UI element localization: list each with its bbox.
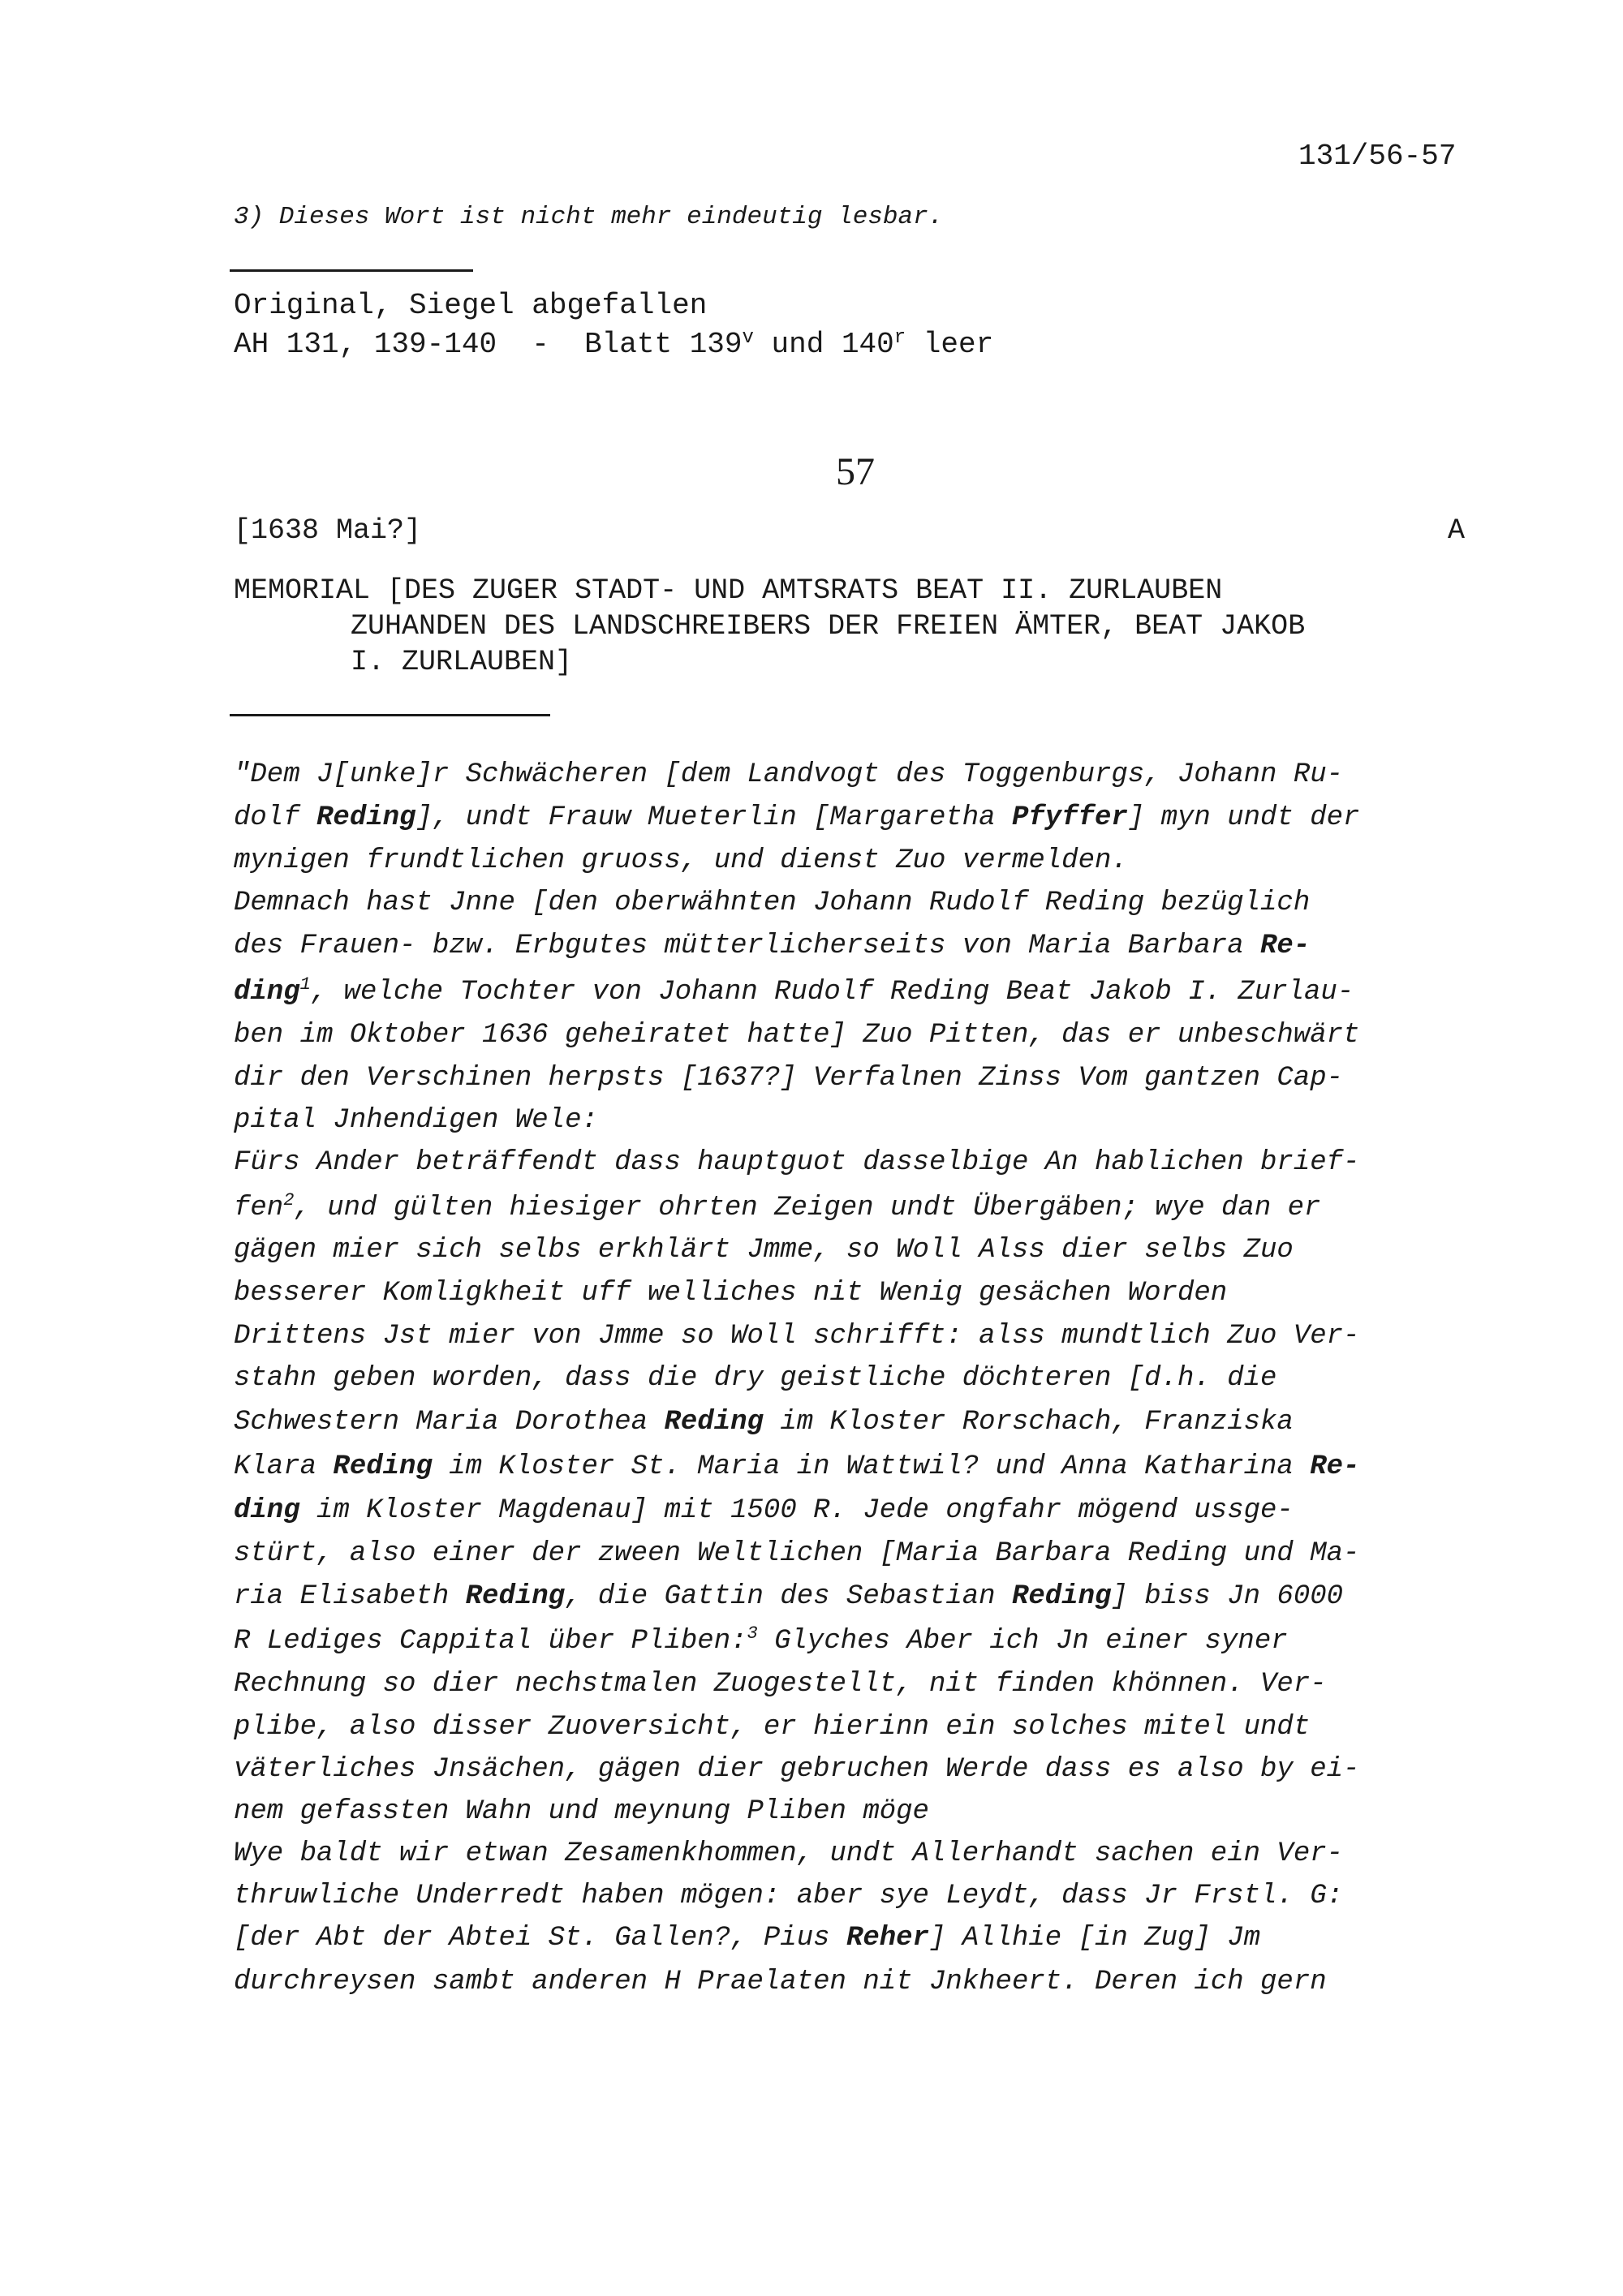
recto-marker: r — [893, 327, 906, 349]
page-reference: 131/56-57 — [1298, 140, 1457, 173]
body-line: R Lediges Cappital über Pliben:$^3$ Glyches Aber ich Jn einer syner — [234, 1623, 1288, 1657]
heading-line-3: I. ZURLAUBEN] — [351, 646, 573, 678]
body-line: pital Jnhendigen Wele: — [234, 1105, 598, 1136]
document-date: [1638 Mai?] — [234, 514, 422, 547]
footnote-marker: 2 — [283, 1190, 295, 1210]
heading-divider — [230, 714, 550, 716]
surname: ding — [234, 1495, 300, 1526]
surname: Reding — [333, 1451, 433, 1482]
source-archive-ref: AH 131, 139-140 - Blatt 139 — [234, 328, 743, 361]
surname: ding — [234, 977, 300, 1008]
surname: Reding — [316, 802, 416, 833]
body-line: "Dem J[unke]r Schwächeren [dem Landvogt des Toggenburgs, Johann Ru- — [234, 759, 1344, 790]
body-line: fen$^2$, und gülten hiesiger ohrten Zeigen undt Übergäben; wye dan er — [234, 1190, 1321, 1223]
body-line: Fürs Ander beträffendt dass hauptguot dasselbige An hablichen brief- — [234, 1147, 1360, 1178]
source-line-2 — [234, 328, 993, 361]
surname: Reher — [846, 1923, 929, 1954]
body-line: besserer Komligkheit uff welliches nit Wenig gesächen Worden — [234, 1278, 1228, 1309]
body-line: ding$^1$, welche Tochter von Johann Rudolf Reding Beat Jakob I. Zurlau- — [234, 974, 1354, 1008]
body-line: durchreysen sambt anderen H Praelaten nit Jnkheert. Deren ich gern — [234, 1967, 1327, 1997]
verso-marker: v — [742, 327, 754, 349]
surname: Pfyffer — [1011, 802, 1128, 833]
body-line: mynigen frundtlichen gruoss, und dienst Zuo vermelden. — [234, 845, 1128, 876]
body-line: ria Elisabeth Reding, die Gattin des Sebastian Reding] biss Jn 6000 — [234, 1581, 1344, 1612]
body-line: dolf Reding], undt Frauw Mueterlin [Margaretha Pfyffer] myn undt der — [234, 802, 1360, 833]
body-line: Wye baldt wir etwan Zesamenkhommen, undt Allerhandt sachen ein Ver- — [234, 1838, 1344, 1869]
body-line: ben im Oktober 1636 geheiratet hatte] Zuo Pitten, das er unbeschwärt — [234, 1020, 1360, 1051]
body-line: ding im Kloster Magdenau] mit 1500 R. Jede ongfahr mögend ussge- — [234, 1495, 1294, 1526]
source-line-1: Original, Siegel abgefallen — [234, 289, 708, 322]
body-line: thruwliche Underredt haben mögen: aber sye Leydt, dass Jr Frstl. G: — [234, 1881, 1344, 1911]
heading-line-1: MEMORIAL [DES ZUGER STADT- UND AMTSRATS BEAT II. ZURLAUBEN — [234, 574, 1223, 607]
surname: Re- — [1260, 931, 1311, 961]
body-line: Rechnung so dier nechstmalen Zuogestellt, nit finden khönnen. Ver- — [234, 1669, 1327, 1700]
body-line: Schwestern Maria Dorothea Reding im Kloster Rorschach, Franziska — [234, 1407, 1294, 1438]
body-line: Klara Reding im Kloster St. Maria in Wattwil? und Anna Katharina Re- — [234, 1451, 1360, 1482]
heading-line-2: ZUHANDEN DES LANDSCHREIBERS DER FREIEN ÄMTER, BEAT JAKOB — [351, 610, 1306, 643]
surname: Reding — [664, 1407, 764, 1438]
footnote-marker: 3 — [747, 1623, 758, 1644]
body-line: Demnach hast Jnne [den oberwähnten Johann Rudolf Reding bezüglich — [234, 888, 1311, 918]
body-line: stürt, also einer der zween Weltlichen [Maria Barbara Reding und Ma- — [234, 1538, 1360, 1569]
body-line: plibe, also disser Zuoversicht, er hierinn ein solches mitel undt — [234, 1712, 1311, 1743]
document-number: 57 — [836, 450, 875, 493]
body-line: Drittens Jst mier von Jmme so Woll schrifft: alss mundtlich Zuo Ver- — [234, 1321, 1360, 1352]
footnote-divider — [230, 269, 473, 272]
source-connector: und 140 — [753, 328, 894, 361]
surname: Reding — [465, 1581, 566, 1612]
body-line: [der Abt der Abtei St. Gallen?, Pius Reher] Allhie [in Zug] Jm — [234, 1923, 1261, 1954]
body-line: stahn geben worden, dass die dry geistliche döchteren [d.h. die — [234, 1363, 1277, 1394]
document-type-letter: A — [1448, 514, 1466, 547]
surname: Reding — [1011, 1581, 1112, 1612]
body-line: dir den Verschinen herpsts [1637?] Verfalnen Zinss Vom gantzen Cap- — [234, 1063, 1344, 1094]
body-line: nem gefassten Wahn und meynung Pliben möge — [234, 1796, 929, 1827]
surname: Re- — [1310, 1451, 1360, 1482]
source-empty-note: leer — [906, 328, 994, 361]
body-line: väterliches Jnsächen, gägen dier gebruchen Werde dass es also by ei- — [234, 1754, 1360, 1785]
body-line: gägen mier sich selbs erkhlärt Jmme, so Woll Alss dier selbs Zuo — [234, 1235, 1294, 1266]
previous-footnote: 3) Dieses Wort ist nicht mehr eindeutig lesbar. — [234, 203, 944, 231]
footnote-marker: 1 — [299, 974, 311, 995]
body-line: des Frauen- bzw. Erbgutes mütterlicherseits von Maria Barbara Re- — [234, 931, 1311, 961]
